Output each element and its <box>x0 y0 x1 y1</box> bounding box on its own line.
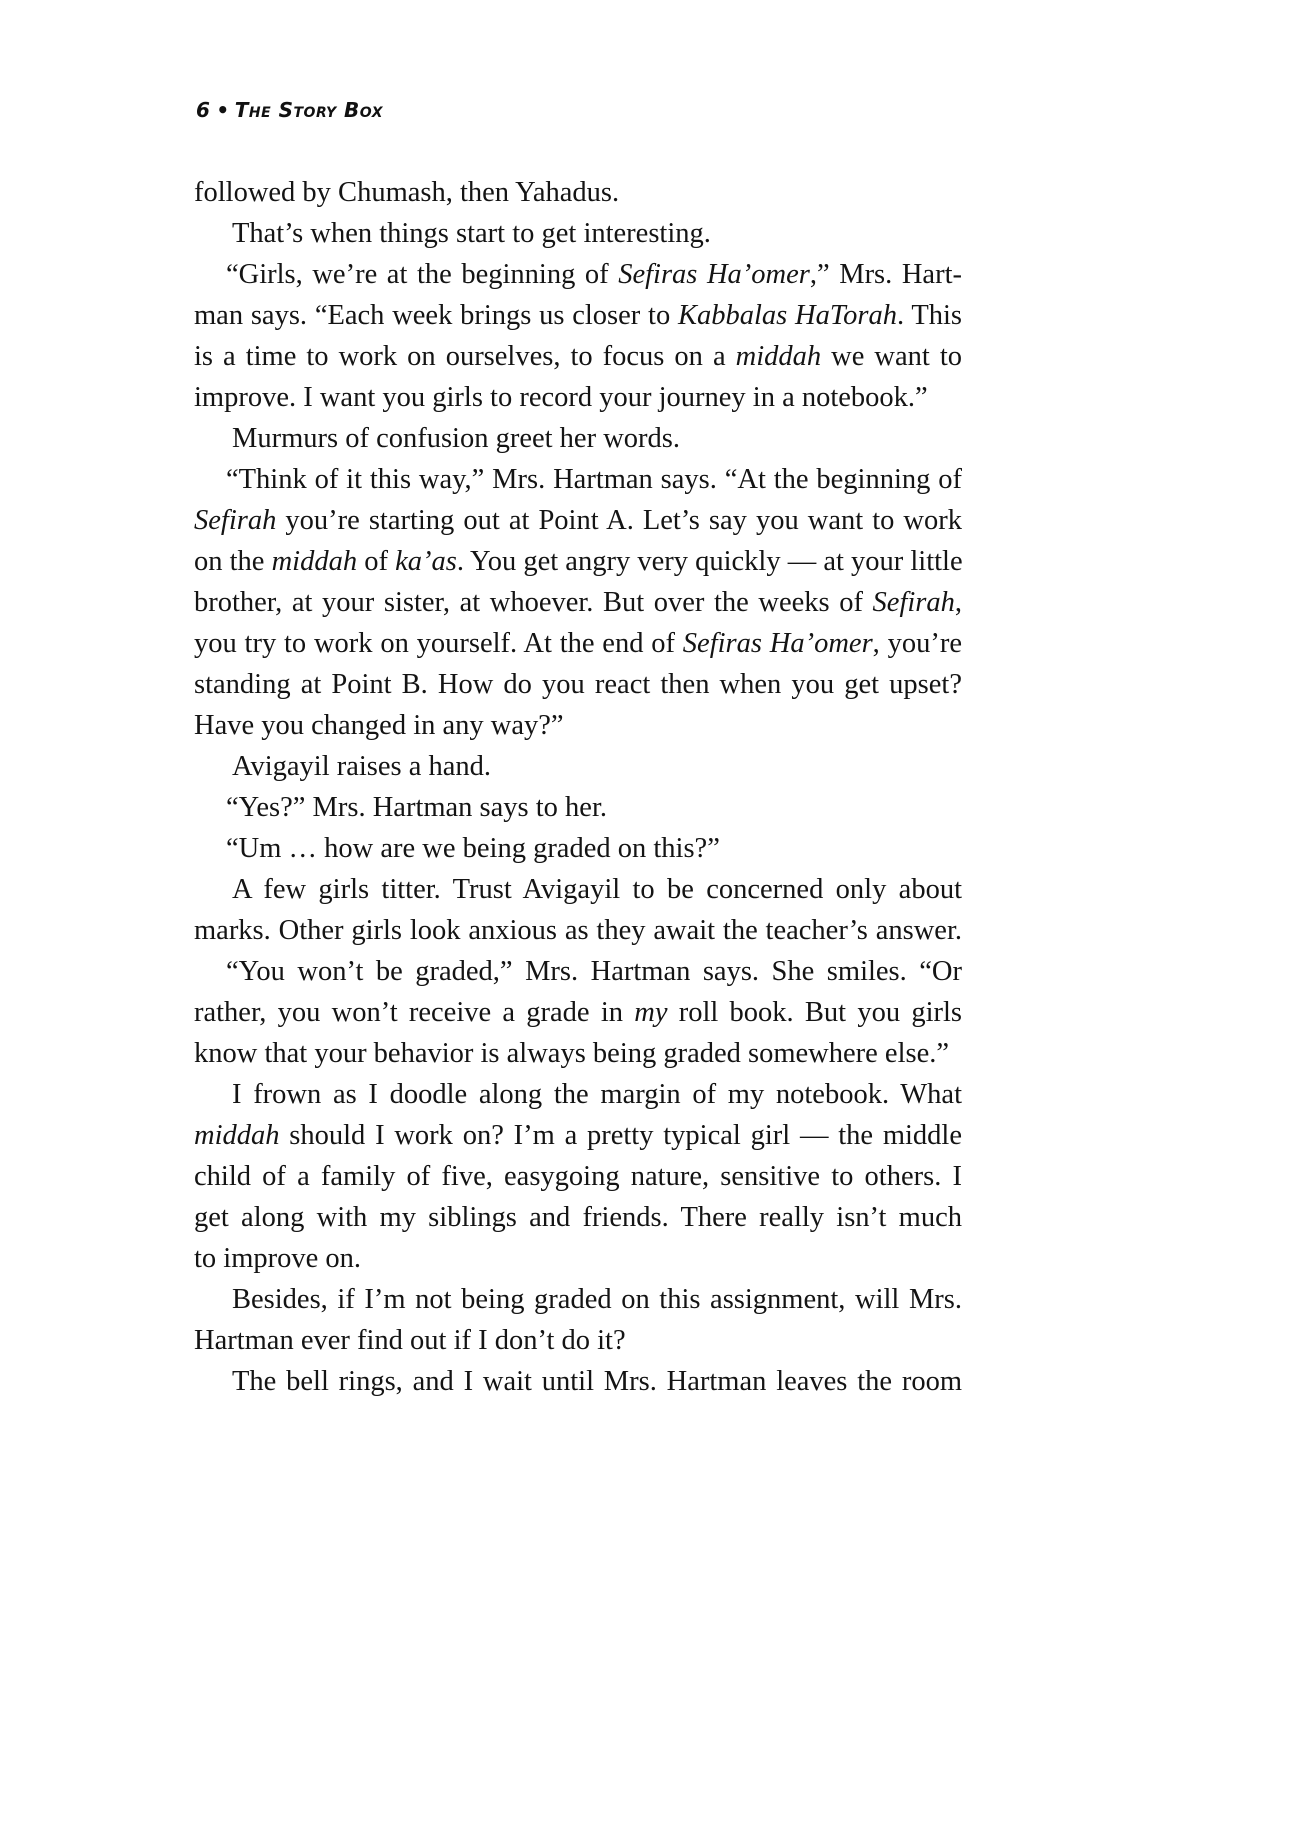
text-run: on the <box>194 546 272 577</box>
text-run: we want to <box>821 341 962 372</box>
text-line <box>194 459 962 500</box>
text-run: of <box>357 546 396 577</box>
italic-term: ka’as <box>395 546 457 577</box>
text-line <box>194 1033 962 1074</box>
text-line <box>194 336 962 377</box>
text-line <box>194 541 962 582</box>
text-run: “Think of it this way,” Mrs. Hartman says. “At the beginning of <box>226 464 962 495</box>
text-run: is a time to work on ourselves, to focus on a <box>194 341 736 372</box>
text-line <box>194 869 962 910</box>
text-line <box>194 664 962 705</box>
text-run: . You get angry very quickly — at your little <box>456 546 963 577</box>
italic-term: middah <box>194 1120 280 1151</box>
text-run: improve. I want you girls to record your journey in a notebook.” <box>194 382 928 413</box>
text-run: I frown as I doodle along the margin of my notebook. What <box>232 1079 962 1110</box>
body-text <box>194 172 962 1402</box>
text-run: you’re starting out at Point A. Let’s say you want to work <box>276 505 962 536</box>
text-run: followed by Chumash, then Yahadus. <box>194 177 620 208</box>
text-run: roll book. But you girls <box>667 997 962 1028</box>
text-run: Avigayil raises a hand. <box>232 751 492 782</box>
text-run: “Girls, we’re at the beginning of <box>226 259 619 290</box>
text-line <box>194 1361 962 1402</box>
text-line <box>194 295 962 336</box>
text-line <box>194 377 962 418</box>
text-run: , you’re <box>872 628 962 659</box>
text-line <box>194 746 962 787</box>
text-run: Murmurs of confusion greet her words. <box>232 423 680 454</box>
text-run: should I work on? I’m a pretty typical girl — the middle <box>279 1120 962 1151</box>
text-run: Hartman ever find out if I don’t do it? <box>194 1325 626 1356</box>
text-run: , <box>954 587 962 618</box>
text-run: “Um … how are we being graded on this?” <box>226 833 720 864</box>
text-run: “You won’t be graded,” Mrs. Hartman says. She smiles. “Or <box>226 956 962 987</box>
text-line <box>194 1115 962 1156</box>
book-title: The Story Box <box>234 98 383 122</box>
text-line <box>194 500 962 541</box>
text-run: get along with my siblings and friends. There really isn’t much <box>194 1202 962 1233</box>
text-run: That’s when things start to get interesting. <box>232 218 711 249</box>
text-line <box>194 1074 962 1115</box>
text-line <box>194 705 962 746</box>
separator-bullet: • <box>216 98 230 122</box>
text-run: brother, at your sister, at whoever. But over the weeks of <box>194 587 873 618</box>
text-line <box>194 828 962 869</box>
text-run: marks. Other girls look anxious as they await the teacher’s answer. <box>194 915 962 946</box>
italic-term: middah <box>271 546 358 577</box>
text-line <box>194 582 962 623</box>
italic-term: Sefirah <box>194 505 277 536</box>
text-run: know that your behavior is always being graded somewhere else.” <box>194 1038 950 1069</box>
text-line <box>194 1156 962 1197</box>
italic-term: my <box>634 997 668 1028</box>
text-run: The bell rings, and I wait until Mrs. Hartman leaves the room <box>232 1366 962 1397</box>
text-run: “Yes?” Mrs. Hartman says to her. <box>226 792 607 823</box>
text-line <box>194 623 962 664</box>
italic-term: Sefiras Ha’omer <box>618 259 810 290</box>
running-head <box>196 98 383 122</box>
text-run: man says. “Each week brings us closer to <box>194 300 678 331</box>
text-line <box>194 951 962 992</box>
text-line <box>194 1279 962 1320</box>
text-line <box>194 910 962 951</box>
text-run: A few girls titter. Trust Avigayil to be concerned only about <box>232 874 962 905</box>
italic-term: Sefirah <box>872 587 955 618</box>
text-line <box>194 418 962 459</box>
text-line <box>194 1320 962 1361</box>
text-run: ,” Mrs. Hart- <box>809 259 962 290</box>
text-run: you try to work on yourself. At the end of <box>194 628 683 659</box>
text-run: Besides, if I’m not being graded on this assignment, will Mrs. <box>232 1284 962 1315</box>
italic-term: Kabbalas HaTorah <box>678 300 897 331</box>
text-run: child of a family of five, easygoing nature, sensitive to others. I <box>194 1161 962 1192</box>
text-run: . This <box>896 300 963 331</box>
text-run: standing at Point B. How do you react then when you get upset? <box>194 669 962 700</box>
text-line <box>194 172 962 213</box>
text-run: rather, you won’t receive a grade in <box>194 997 635 1028</box>
page-number: 6 <box>196 98 211 122</box>
text-line <box>194 787 962 828</box>
italic-term: middah <box>735 341 822 372</box>
text-line <box>194 213 962 254</box>
italic-term: Sefiras Ha’omer <box>682 628 873 659</box>
text-line <box>194 1238 962 1279</box>
text-line <box>194 1197 962 1238</box>
text-run: Have you changed in any way?” <box>194 710 564 741</box>
text-run: to improve on. <box>194 1243 362 1274</box>
text-line <box>194 254 962 295</box>
text-line <box>194 992 962 1033</box>
